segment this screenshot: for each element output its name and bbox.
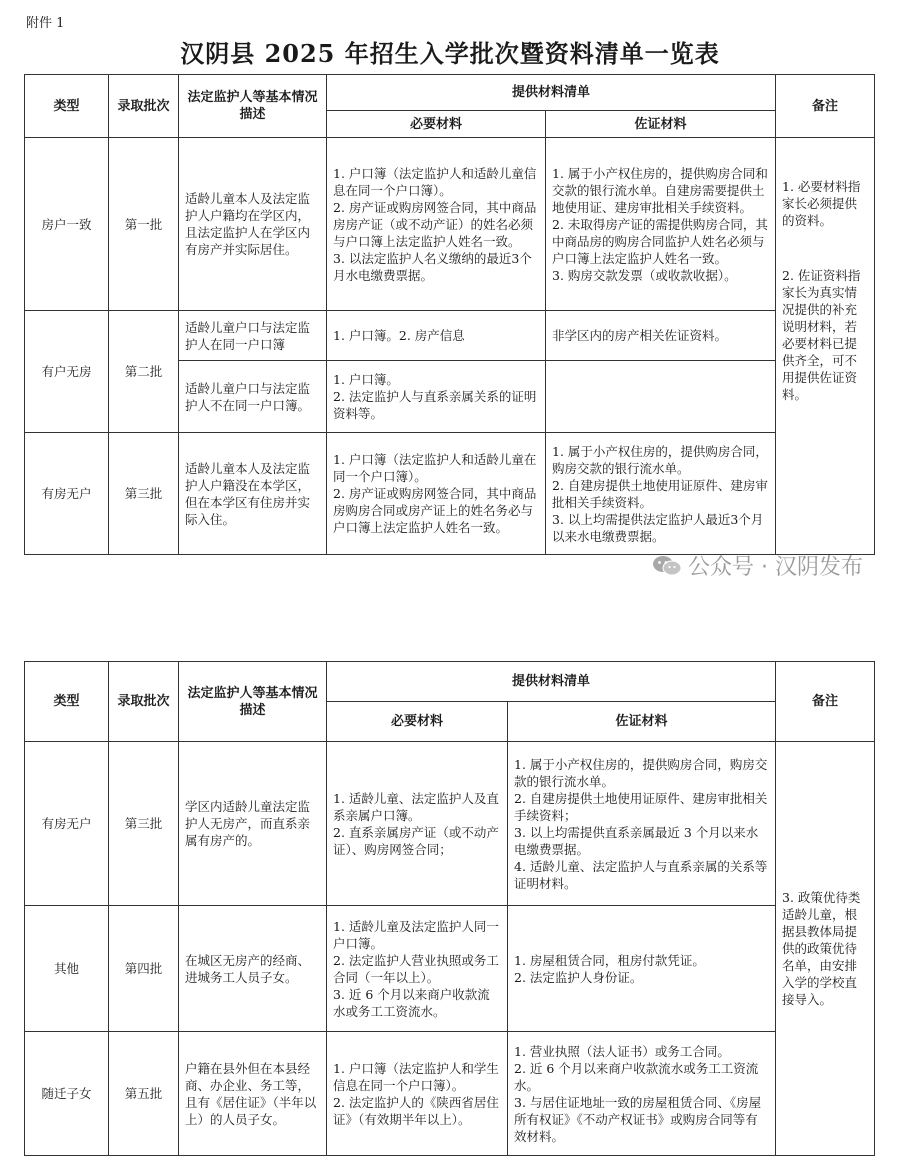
required-item: 2. 直系亲属房产证（或不动产证）、购房网签合同； (333, 824, 499, 857)
supporting-item: 3. 购房交款发票（或收款收据）。 (552, 267, 737, 283)
header-materials: 提供材料清单 (327, 662, 776, 702)
supporting-item: 3. 与居住证地址一致的房屋租赁合同、《房屋所有权证》《不动产权证书》或购房合同等有效材料。 (514, 1094, 762, 1144)
table-row (25, 138, 875, 311)
supporting-item: 2. 自建房提供土地使用证原件、建房审批相关手续资料。 (552, 477, 768, 510)
remark-item: 1. 必要材料指家长必须提供的资料。 (782, 179, 861, 228)
header-required: 必要材料 (327, 702, 508, 742)
required-item: 1. 适龄儿童及法定监护人同一户口簿。 (333, 918, 499, 951)
row-supporting (546, 361, 776, 433)
supporting-item: 4. 适龄儿童、法定监护人与直系亲属的关系等证明材料。 (514, 858, 768, 891)
table-row (25, 433, 875, 555)
row-required (327, 138, 546, 311)
remarks-cell (776, 138, 875, 555)
row-required (327, 361, 546, 433)
row-batch: 第一批 (109, 138, 179, 311)
header-type: 类型 (25, 75, 109, 138)
row-type: 随迁子女 (25, 1032, 109, 1156)
row-supporting (546, 138, 776, 311)
required-item: 3. 以法定监护人名义缴纳的最近3个月水电缴费票据。 (333, 250, 532, 283)
row-required (327, 906, 508, 1032)
row-batch: 第五批 (109, 1032, 179, 1156)
row-supporting (508, 906, 776, 1032)
row-batch: 第三批 (109, 433, 179, 555)
header-batch: 录取批次 (109, 75, 179, 138)
required-item: 1. 户口簿（法定监护人和适龄儿童信息在同一个户口簿）。 (333, 165, 537, 198)
header-required: 必要材料 (327, 111, 546, 138)
supporting-item: 1. 营业执照（法人证书）或务工合同。 (514, 1043, 730, 1059)
header-remarks: 备注 (776, 662, 875, 742)
remarks-cell (776, 742, 875, 1156)
table-row (25, 311, 875, 361)
table-row (25, 742, 875, 906)
required-item: 1. 户口簿。 (333, 372, 399, 387)
attachment-label: 附件 1 (26, 16, 65, 31)
row-batch: 第二批 (109, 311, 179, 433)
row-desc: 在城区无房产的经商、进城务工人员子女。 (179, 906, 327, 1032)
supporting-item: 1. 房屋租赁合同，租房付款凭证。 (514, 952, 705, 968)
supporting-item: 2. 未取得房产证的需提供购房合同，其中商品房的购房合同监护人姓名必须与户口簿上法定监护人姓名一致。 (552, 216, 768, 266)
header-supporting: 佐证材料 (508, 702, 776, 742)
enrollment-table-2 (24, 661, 875, 1156)
required-item: 1. 户口簿（法定监护人和学生信息在同一个户口簿）。 (333, 1060, 499, 1093)
supporting-item: 1. 属于小产权住房的，提供购房合同和交款的银行流水单。自建房需要提供土地使用证、建房审批相关手续资料。 (552, 165, 768, 215)
supporting-item: 2. 自建房提供土地使用证原件、建房审批相关手续资料； (514, 790, 768, 823)
required-item: 2. 法定监护人营业执照或务工合同（一年以上）。 (333, 952, 499, 985)
row-required (327, 1032, 508, 1156)
row-type: 有房无户 (25, 742, 109, 906)
row-required (327, 311, 546, 361)
supporting-item: 3. 以上均需提供法定监护人最近3个月以来水电缴费票据。 (552, 511, 764, 544)
supporting-item: 3. 以上均需提供直系亲属最近 3 个月以来水电缴费票据。 (514, 824, 759, 857)
watermark-text: 公众号 · 汉阴发布 (688, 555, 863, 580)
row-batch: 第四批 (109, 906, 179, 1032)
watermark (652, 550, 863, 581)
enrollment-table-1 (24, 74, 875, 555)
row-type: 有房无户 (25, 433, 109, 555)
supporting-item: 1. 属于小产权住房的，提供购房合同，购房交款的银行流水单。 (514, 756, 768, 789)
row-required (327, 433, 546, 555)
required-item: 1. 适龄儿童、法定监护人及直系亲属户口簿。 (333, 790, 499, 823)
wechat-icon (652, 555, 682, 577)
required-item: 2. 法定监护人与直系亲属关系的证明资料等。 (333, 389, 537, 421)
required-item: 2. 法定监护人的《陕西省居住证》（有效期半年以上）。 (333, 1094, 499, 1127)
header-desc: 法定监护人等基本情况描述 (179, 662, 327, 742)
header-remarks: 备注 (776, 75, 875, 138)
row-desc: 适龄儿童本人及法定监护人户籍均在学区内，且法定监护人在学区内有房产并实际居住。 (179, 138, 327, 311)
supporting-item: 2. 近 6 个月以来商户收款流水或务工工资流水。 (514, 1060, 759, 1093)
required-item: 1. 户口簿（法定监护人和适龄儿童在同一个户口簿）。 (333, 452, 537, 484)
supporting-item: 2. 法定监护人身份证。 (514, 969, 643, 985)
row-supporting (546, 311, 776, 361)
table-row (25, 906, 875, 1032)
supporting-item: 非学区内的房产相关佐证资料。 (552, 328, 728, 343)
header-batch: 录取批次 (109, 662, 179, 742)
supporting-item: 1. 属于小产权住房的，提供购房合同，购房交款的银行流水单。 (552, 443, 768, 476)
row-batch: 第三批 (109, 742, 179, 906)
remark-item: 3. 政策优待类适龄儿童，根据县教体局提供的政策优待名单，由安排入学的学校直接导入。 (782, 890, 861, 1007)
row-desc: 适龄儿童户口与法定监护人不在同一户口簿。 (179, 361, 327, 433)
row-desc: 学区内适龄儿童法定监护人无房产，而直系亲属有房产的。 (179, 742, 327, 906)
required-item: 2. 房产证或购房网签合同，其中商品房房产证（或不动产证）的姓名必须与户口簿上法定监护人姓名一致。 (333, 199, 537, 249)
row-type: 其他 (25, 906, 109, 1032)
row-type: 有户无房 (25, 311, 109, 433)
header-type: 类型 (25, 662, 109, 742)
row-supporting (546, 433, 776, 555)
row-type: 房户一致 (25, 138, 109, 311)
page-title: 汉阴县 2025 年招生入学批次暨资料清单一览表 (180, 39, 720, 68)
required-item: 3. 近 6 个月以来商户收款流水或务工工资流水。 (333, 986, 490, 1019)
header-desc: 法定监护人等基本情况描述 (179, 75, 327, 138)
row-supporting (508, 742, 776, 906)
row-required (327, 742, 508, 906)
remark-item: 2. 佐证资料指家长为真实情况提供的补充说明材料，若必要材料已提供齐全，可不用提供佐证资料。 (782, 268, 861, 402)
header-supporting: 佐证材料 (546, 111, 776, 138)
row-desc: 适龄儿童户口与法定监护人在同一户口簿 (179, 311, 327, 361)
header-materials: 提供材料清单 (327, 75, 776, 111)
row-desc: 适龄儿童本人及法定监护人户籍没在本学区，但在本学区有住房并实际入住。 (179, 433, 327, 555)
required-item: 2. 房产证或购房网签合同，其中商品房购房合同或房产证上的姓名务必与户口簿上法定监护人姓名一致。 (333, 486, 537, 535)
row-desc: 户籍在县外但在本县经商、办企业、务工等，且有《居住证》（半年以上）的人员子女。 (179, 1032, 327, 1156)
required-item: 1. 户口簿。2. 房产信息 (333, 328, 465, 343)
row-supporting (508, 1032, 776, 1156)
table-row (25, 1032, 875, 1156)
